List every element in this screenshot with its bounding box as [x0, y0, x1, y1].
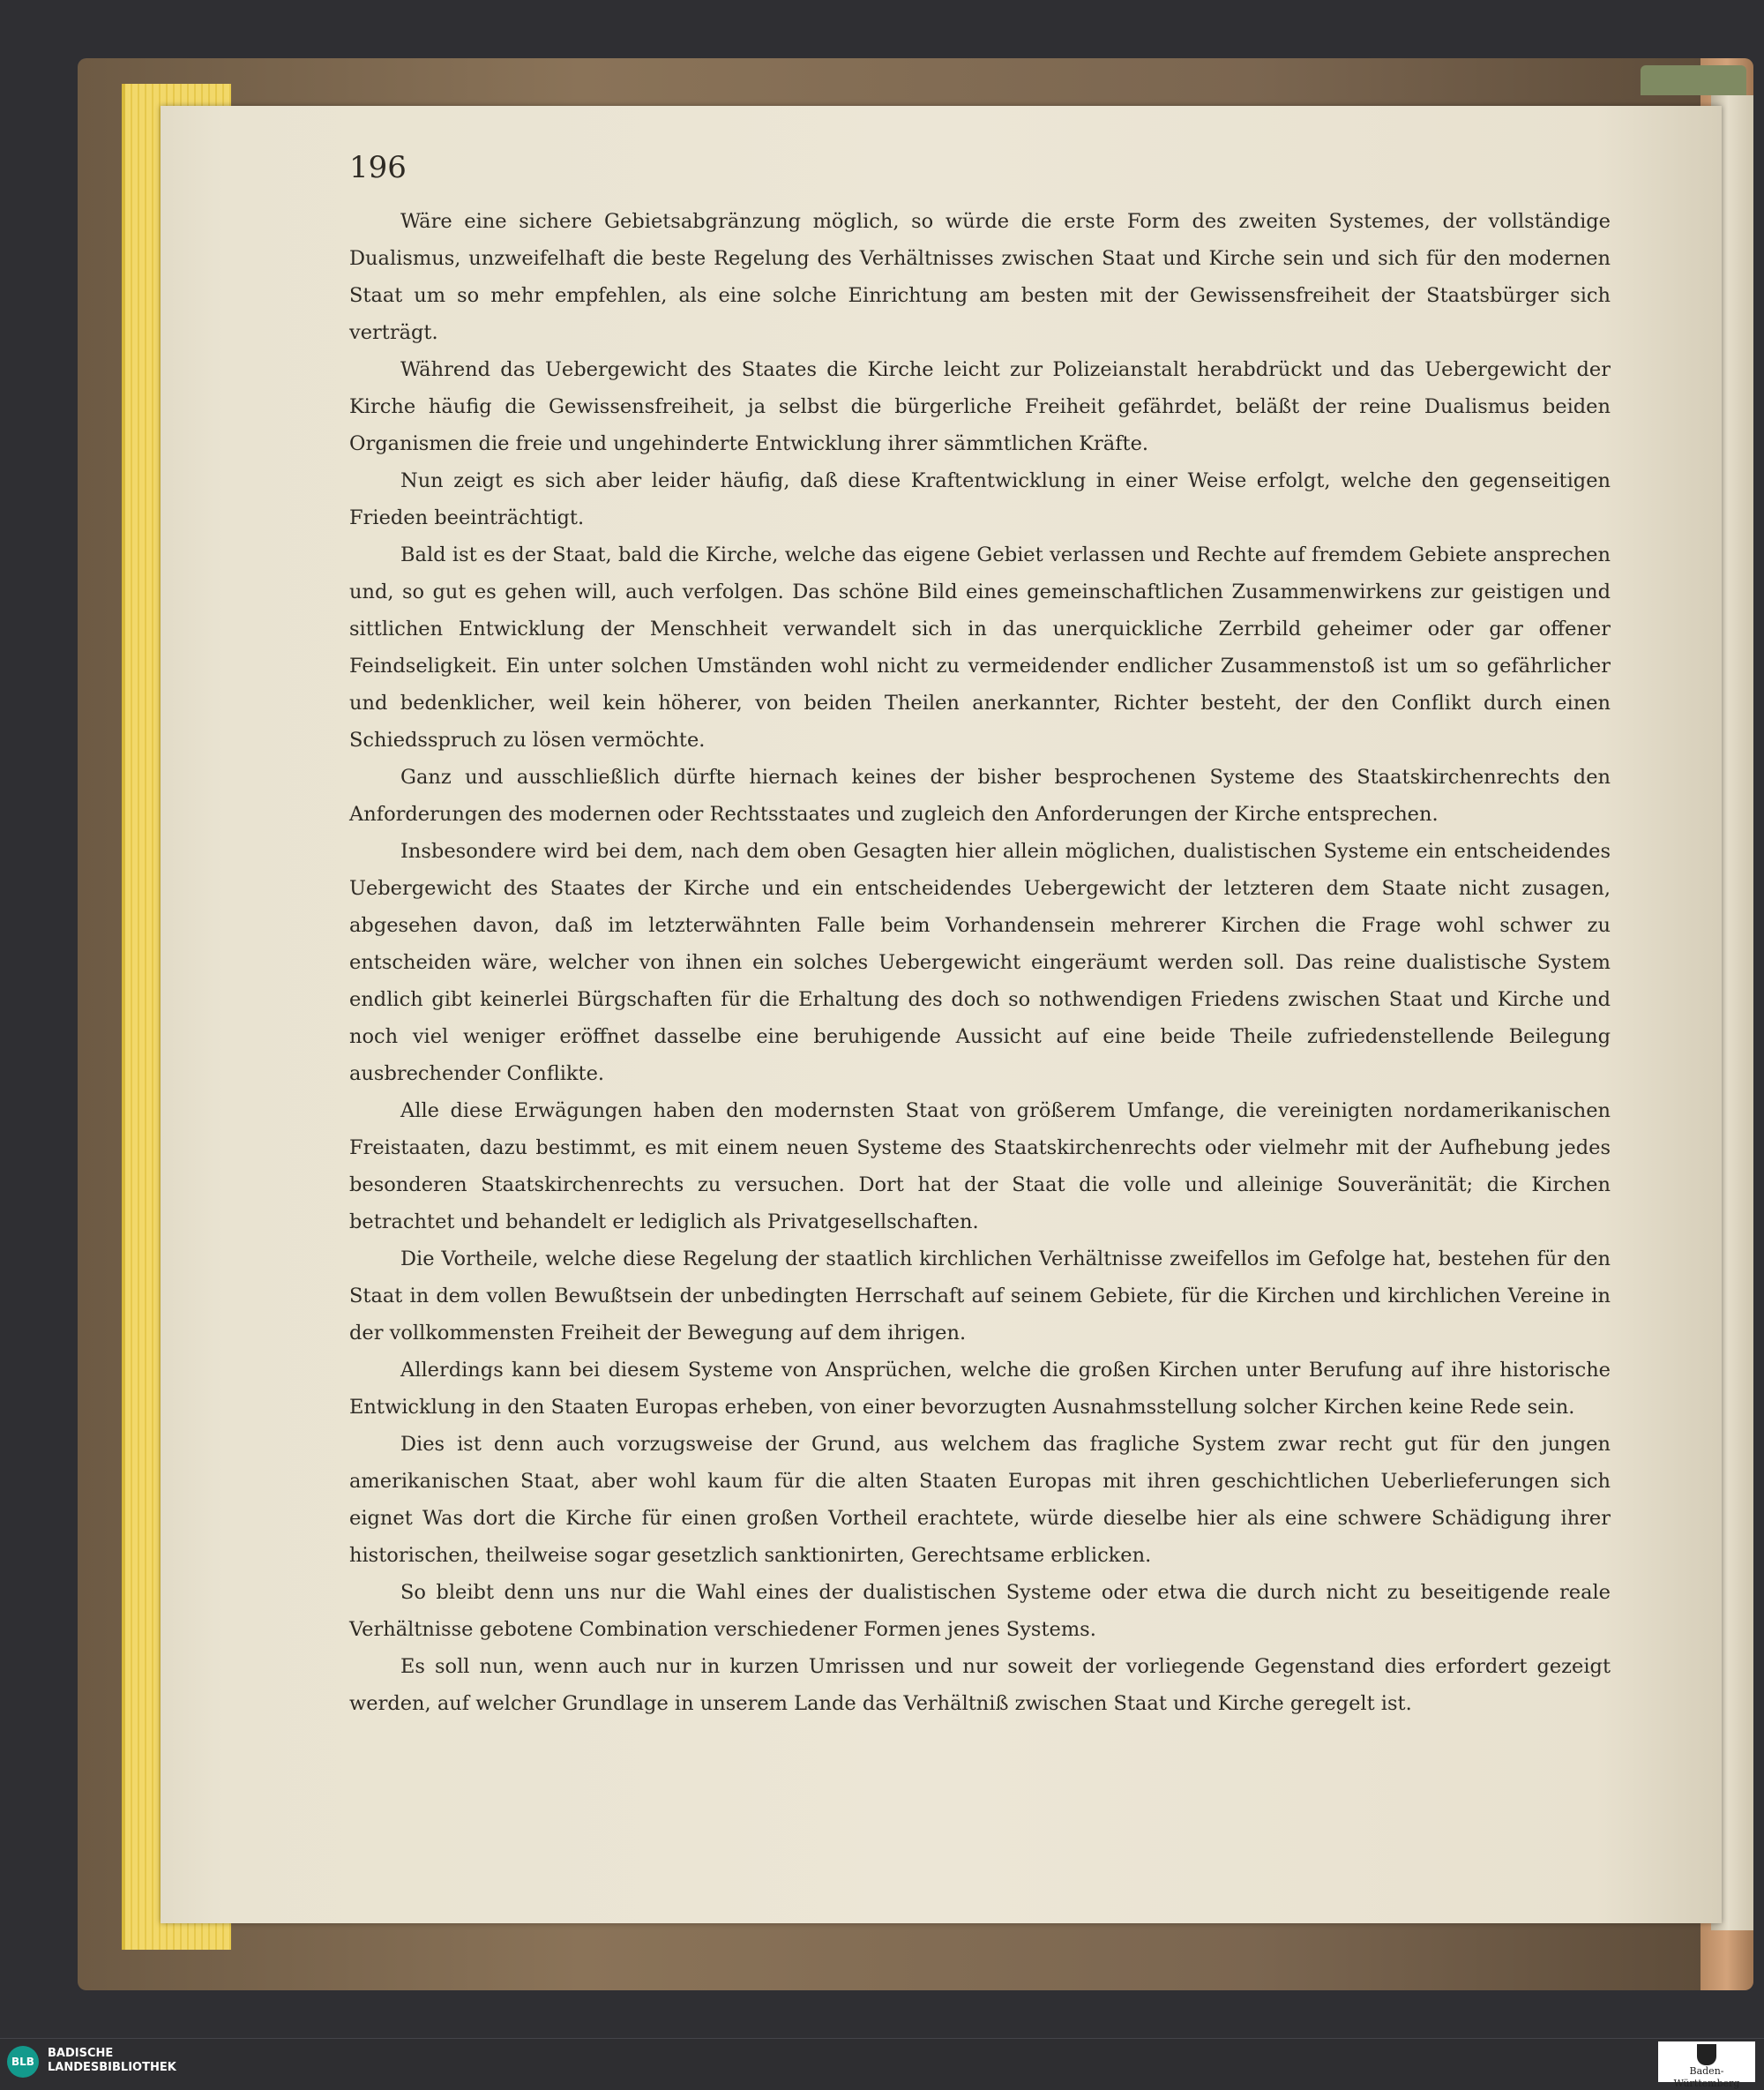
paragraph: Während das Uebergewicht des Staates die Kirche leicht zur Polizeianstalt herabdrückt und das Uebergewicht der Kirche häufig die Gewissensfreiheit, ja selbst die bürgerliche Freiheit gefährdet, beläßt der reine Dualismus beiden Organismen die freie und ungehinderte Entwicklung ihrer sämmtlichen Kräfte. — [349, 358, 1611, 455]
body-text — [349, 203, 1611, 1722]
paragraph: Alle diese Erwägungen haben den modernsten Staat von größerem Umfange, die vereinigten nordamerikanischen Freistaaten, dazu bestimmt, es mit einem neuen Systeme des Staatskirchenrechts oder vielmehr mit der Aufhebung jedes besonderen Staatskirchenrechts zu versuchen. Dort hat der Staat die volle und alleinige Souveränität; die Kirchen betrachtet und behandelt er lediglich als Privatgesellschaften. — [349, 1099, 1611, 1233]
blb-logo-icon[interactable]: BLB — [7, 2046, 39, 2078]
paragraph: Dies ist denn auch vorzugsweise der Grund, aus welchem das fragliche System zwar recht gut für den jungen amerikanischen Staat, aber wohl kaum für die alten Staaten Europas mit ihren geschichtlichen Ueberlieferungen sich eignet Was dort die Kirche für einen großen Vortheil erachtete, würde dieselbe hier als eine schwere Schädigung ihrer historischen, theilweise sogar gesetzlich sanktionirten, Gerechtsame erblicken. — [349, 1433, 1611, 1567]
library-name-line1: BADISCHE — [48, 2047, 114, 2060]
page-number: 196 — [349, 150, 407, 185]
paragraph: Insbesondere wird bei dem, nach dem oben Gesagten hier allein möglichen, dualistischen Systeme ein entscheidendes Uebergewicht des Staates der Kirche und ein entscheidendes Uebergewicht der letzteren dem Staate nicht zusagen, abgesehen davon, daß im letzterwähnten Falle beim Vorhandensein mehrerer Kirchen die Frage wohl schwer zu entscheiden wäre, welcher von ihnen ein solches Uebergewicht eingeräumt werden soll. Das reine dualistische System endlich gibt keinerlei Bürgschaften für die Erhaltung des doch so nothwendigen Friedens zwischen Staat und Kirche und noch viel weniger eröffnet dasselbe eine beruhigende Aussicht auf eine beide Theile zufriedenstellende Beilegung ausbrechender Conflikte. — [349, 840, 1611, 1085]
paragraph: Allerdings kann bei diesem Systeme von Ansprüchen, welche die großen Kirchen unter Berufung auf ihre historische Entwicklung in den Staaten Europas erheben, von einer bevorzugten Ausnahmsstellung solcher Kirchen keine Rede sein. — [349, 1359, 1611, 1419]
paragraph: Ganz und ausschließlich dürfte hiernach keines der bisher besprochenen Systeme des Staatskirchenrechts den Anforderungen des modernen oder Rechtsstaates und zugleich den Anforderungen der Kirche entsprechen. — [349, 766, 1611, 826]
coat-of-arms-icon — [1697, 2044, 1716, 2065]
paragraph: Wäre eine sichere Gebietsabgränzung möglich, so würde die erste Form des zweiten Systemes, der vollständige Dualismus, unzweifelhaft die beste Regelung des Verhältnisses zwischen Staat und Kirche sein und sich für den modernen Staat um so mehr empfehlen, als eine solche Einrichtung am besten mit der Gewissensfreiheit der Staatsbürger sich verträgt. — [349, 210, 1611, 344]
paragraph: Nun zeigt es sich aber leider häufig, daß diese Kraftentwicklung in einer Weise erfolgt, welche den gegenseitigen Frieden beeinträchtigt. — [349, 469, 1611, 529]
library-name-line2: LANDESBIBLIOTHEK — [48, 2061, 176, 2074]
library-name[interactable] — [48, 2047, 176, 2075]
book-spine-edge — [1641, 65, 1746, 95]
baden-wuerttemberg-logo[interactable] — [1658, 2041, 1755, 2089]
state-name: Baden-Württemberg — [1673, 2065, 1740, 2089]
paragraph: Bald ist es der Staat, bald die Kirche, welche das eigene Gebiet verlassen und Rechte auf fremdem Gebiete ansprechen und, so gut es gehen will, auch verfolgen. Das schöne Bild eines gemeinschaftlichen Zusammenwirkens zur geistigen und sittlichen Entwicklung der Menschheit verwandelt sich in das unerquickliche Zerrbild geheimer oder gar offener Feindseligkeit. Ein unter solchen Umständen wohl nicht zu vermeidender endlicher Zusammenstoß ist um so gefährlicher und bedenklicher, weil kein höherer, von beiden Theilen anerkannter, Richter besteht, der den Conflikt durch einen Schiedsspruch zu lösen vermöchte. — [349, 543, 1611, 752]
paragraph: Es soll nun, wenn auch nur in kurzen Umrissen und nur soweit der vorliegende Gegenstand dies erfordert gezeigt werden, auf welcher Grundlage in unserem Lande das Verhältniß zwischen Staat und Kirche geregelt ist. — [349, 1655, 1611, 1715]
paragraph: So bleibt denn uns nur die Wahl eines der dualistischen Systeme oder etwa die durch nicht zu beseitigende reale Verhältnisse gebotene Combination verschiedener Formen jenes Systems. — [349, 1581, 1611, 1641]
paragraph: Die Vortheile, welche diese Regelung der staatlich kirchlichen Verhältnisse zweifellos im Gefolge hat, bestehen für den Staat in dem vollen Bewußtsein der unbedingten Herrschaft auf seinem Gebiete, für die Kirchen und kirchlichen Vereine in der vollkommensten Freiheit der Bewegung auf dem ihrigen. — [349, 1247, 1611, 1345]
footer-bar — [0, 2038, 1764, 2089]
